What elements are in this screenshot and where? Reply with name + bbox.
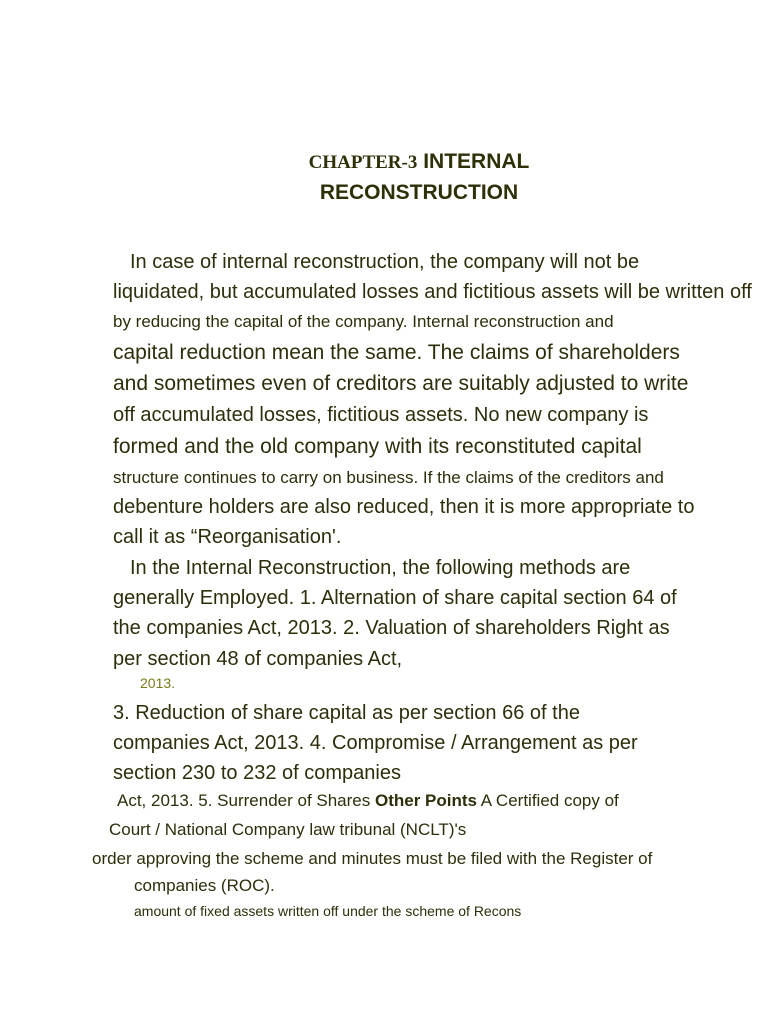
body-line-4: capital reduction mean the same. The claims of shareholders bbox=[113, 341, 680, 364]
body-line-14: per section 48 of companies Act, bbox=[113, 648, 403, 670]
body-line-13: the companies Act, 2013. 2. Valuation of shareholders Right as bbox=[113, 617, 670, 639]
body-line-1: In case of internal reconstruction, the company will not be bbox=[130, 251, 640, 273]
body-line-15: 2013. bbox=[140, 675, 176, 691]
body-line-10: call it as “Reorganisation'. bbox=[113, 526, 342, 548]
body-line-6: off accumulated losses, fictitious assets. No new company is bbox=[113, 404, 649, 426]
body-line-8: structure continues to carry on business. If the claims of the creditors and bbox=[113, 468, 664, 487]
body-line-20: Court / National Company law tribunal (NCLT)'s bbox=[109, 820, 467, 839]
body-line-22: companies (ROC). bbox=[134, 876, 275, 895]
body-line-5: and sometimes even of creditors are suitably adjusted to write bbox=[113, 372, 689, 395]
other-points-heading: Other Points bbox=[375, 791, 478, 810]
body-line-23: amount of fixed assets written off under the scheme of Recons bbox=[134, 903, 522, 919]
chapter-title bbox=[0, 150, 768, 174]
body-line-18: section 230 to 232 of companies bbox=[113, 762, 401, 784]
methods-item-5: Act, 2013. 5. Surrender of Shares bbox=[117, 791, 371, 810]
certified-copy-text: A Certified copy of bbox=[477, 791, 619, 810]
body-line-2: liquidated, but accumulated losses and fictitious assets will be written off bbox=[113, 281, 752, 303]
chapter-number: CHAPTER-3 bbox=[308, 152, 418, 173]
body-line-19 bbox=[117, 791, 619, 811]
body-line-17: companies Act, 2013. 4. Compromise / Arrangement as per bbox=[113, 732, 638, 754]
body-line-11: In the Internal Reconstruction, the following methods are bbox=[130, 557, 631, 579]
body-line-12: generally Employed. 1. Alternation of share capital section 64 of bbox=[113, 587, 677, 609]
chapter-subtitle: RECONSTRUCTION bbox=[319, 181, 519, 204]
chapter-title-word: INTERNAL bbox=[417, 150, 530, 173]
body-line-3: by reducing the capital of the company. Internal reconstruction and bbox=[113, 312, 614, 331]
body-line-16: 3. Reduction of share capital as per section 66 of the bbox=[113, 702, 580, 724]
body-line-7: formed and the old company with its reconstituted capital bbox=[113, 435, 642, 458]
body-line-9: debenture holders are also reduced, then it is more appropriate to bbox=[113, 496, 695, 518]
body-line-21: order approving the scheme and minutes must be filed with the Register of bbox=[92, 849, 653, 868]
